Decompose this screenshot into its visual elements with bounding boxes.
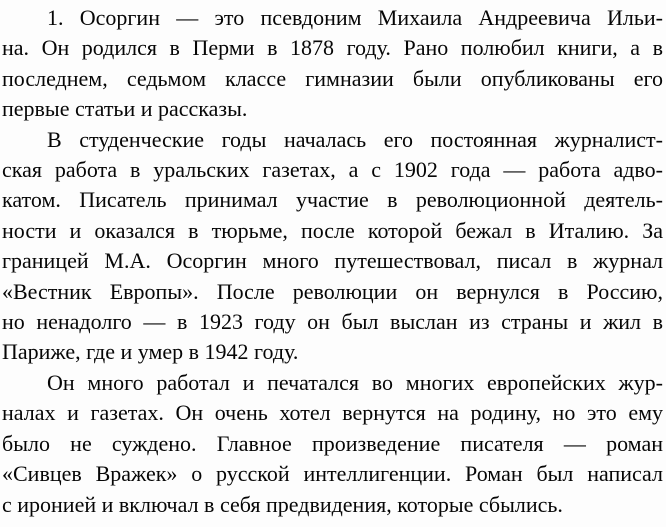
- text-line: катом. Писатель принимал участие в революционной деятель-: [2, 187, 663, 213]
- text-line: налах и газетах. Он очень хотел вернутся на родину, но это ему: [2, 400, 663, 426]
- paragraph: [2, 3, 663, 125]
- text-line: В студенческие годы началась его постоянная журналист-: [47, 126, 663, 152]
- text-line: на. Он родился в Перми в 1878 году. Рано полюбил книги, а в: [2, 35, 663, 61]
- text-line: ности и оказался в тюрьме, после которой бежал в Италию. За: [2, 217, 663, 243]
- text-line: 1. Осоргин — это псевдоним Михаила Андреевича Ильи-: [47, 5, 663, 30]
- text-line: было не суждено. Главное произведение писателя — роман: [2, 430, 663, 456]
- text-line: но ненадолго — в 1923 году он был выслан из страны и жил в: [2, 309, 663, 335]
- text-line: последнем, седьмом классе гимназии были опубликованы его: [2, 65, 663, 91]
- text-line: первые статьи и рассказы.: [2, 96, 248, 122]
- text-line: «Вестник Европы». После революции он вернулся в Россию,: [2, 278, 663, 304]
- text-line: «Сивцев Вражек» о русской интеллигенции. Роман был написал: [2, 461, 663, 487]
- paragraph: [2, 125, 663, 368]
- text-line: Он много работал и печатался во многих европейских жур-: [47, 369, 663, 395]
- text-line: с иронией и включал в себя предвидения, которые сбылись.: [2, 491, 563, 517]
- text-line: границей М.А. Осоргин много путешествовал, писал в журнал: [2, 248, 663, 274]
- text-line: Париже, где и умер в 1942 году.: [2, 339, 299, 365]
- text-line: ская работа в уральских газетах, а с 1902 года — работа адво-: [2, 157, 663, 183]
- paragraph: [2, 368, 663, 520]
